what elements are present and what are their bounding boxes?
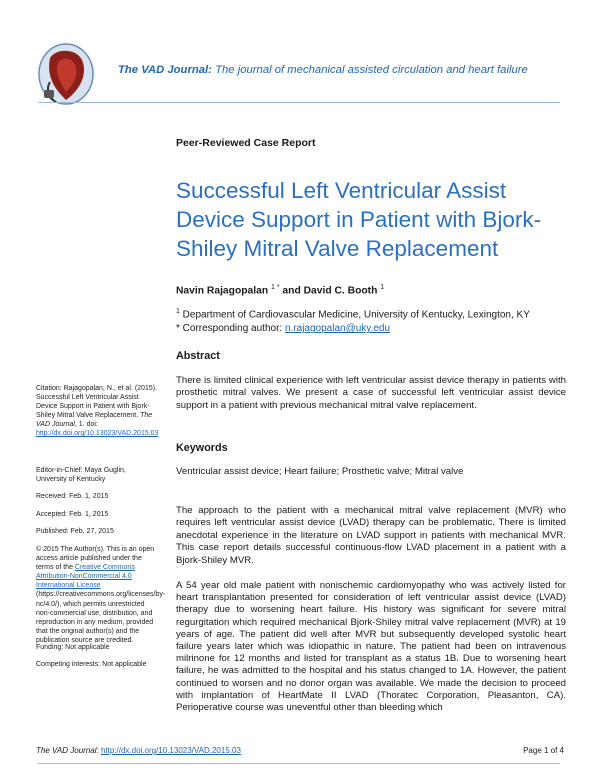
corresponding-label: * Corresponding author: bbox=[176, 323, 285, 335]
accepted-date: Accepted: Feb. 1, 2015 bbox=[36, 511, 109, 518]
license-url: (https://creativecommons.org/licenses/by-nc/4.0/) bbox=[36, 591, 166, 608]
license-prefix: © 2015 The Author(s). This is an open access article published under the terms of the bbox=[36, 546, 155, 572]
author-1: Navin Rajagopalan bbox=[176, 285, 269, 297]
citation-text: Citation: Rajagopalan, N., et al. (2015). Successful Left Ventricular Assist Device Support in Patient with Bjork-Shiley Mitral Valve Replacement. bbox=[36, 385, 158, 420]
competing-interests: Competing interests: Not applicable bbox=[36, 661, 147, 668]
license-block bbox=[36, 545, 166, 645]
abstract-heading: Abstract bbox=[176, 350, 220, 362]
journal-name: The VAD Journal: bbox=[118, 64, 212, 76]
affiliation-sup: 1 bbox=[176, 308, 180, 315]
corresponding-email-link[interactable]: n.rajagopalan@uky.edu bbox=[284, 323, 391, 335]
article-category: Peer-Reviewed Case Report bbox=[176, 137, 316, 149]
license-suffix: , which permits unrestricted non-commercial use, distribution, and reproduction in any medium, provided that the original author(s) and the publication source are credited. bbox=[36, 600, 154, 644]
page-number: Page 1 of 4 bbox=[523, 746, 564, 755]
editor-info: Editor-in-Chief: Maya Guglin, University of Kentucky bbox=[36, 467, 126, 484]
affiliation-block bbox=[176, 305, 530, 336]
journal-header bbox=[118, 64, 528, 76]
author-1-sup: 1 * bbox=[271, 284, 280, 291]
keywords-heading: Keywords bbox=[176, 442, 228, 454]
keywords-text: Ventricular assist device; Heart failure; Prosthetic valve; Mitral valve bbox=[176, 466, 464, 477]
footer-doi-link[interactable]: http://dx.doi.org/10.13023/VAD.2015.03 bbox=[100, 746, 241, 755]
journal-logo bbox=[36, 38, 98, 108]
author-2-sup: 1 bbox=[380, 284, 385, 291]
author-line bbox=[176, 284, 384, 296]
received-date: Received: Feb. 1, 2015 bbox=[36, 493, 109, 500]
body-paragraph-1: The approach to the patient with a mechanical mitral valve replacement (MVR) who requires left ventricular assist device (LVAD) therapy can be problematic. There is limited anecdotal experience in the literature on LVAD support in patients with mechanical MVR. This case report details successful continuous-flow LVAD placement in a patient with a Bjork-Shiley MVR. bbox=[176, 505, 566, 566]
header-rule bbox=[38, 102, 560, 103]
footer-citation bbox=[36, 746, 241, 755]
license-link[interactable]: Creative Commons Attribution-NonCommercial 4.0 International License bbox=[36, 564, 135, 590]
journal-tagline: The journal of mechanical assisted circulation and heart failure bbox=[211, 64, 528, 76]
author-2: and David C. Booth bbox=[279, 285, 378, 297]
published-date: Published: Feb. 27, 2015 bbox=[36, 528, 114, 535]
footer-journal: The VAD Journal: bbox=[36, 746, 99, 755]
citation-block bbox=[36, 384, 158, 439]
body-paragraph-2: A 54 year old male patient with nonischemic cardiomyopathy who was actively listed for heart transplantation presented for consideration of left ventricular assist device (LVAD) therapy due to worsening heart failure. His history was significant for severe mitral regurgitation which required mechanical Bjork-Shiley mitral valve replacement (MVR) at 19 years of age. The patient did well after MVR but subsequently developed systolic heart failure years later which was idiopathic in nature. The patient had been on intravenous milrinone for 12 months and listed for transplant as a status 1B. Due to worsening heart failure, he was admitted to the hospital and his status changed to 1A. However, the patient continued to worsen and no donor organ was available. We made the decision to proceed with implantation of HeartMate II LVAD (Thoratec Corporation, Pleasanton, CA). Perioperative course was uneventful other than bleeding which bbox=[176, 580, 566, 714]
article-title: Successful Left Ventricular Assist Device Support in Patient with Bjork-Shiley Mitral Valve Replacement bbox=[176, 178, 542, 261]
citation-mid: , 1. doi: bbox=[74, 421, 98, 429]
citation-journal: The VAD Journal bbox=[36, 412, 153, 429]
footer-rule bbox=[38, 763, 560, 764]
affiliation-text: Department of Cardiovascular Medicine, University of Kentucky, Lexington, KY bbox=[179, 309, 530, 321]
citation-doi-link[interactable]: http://dx.doi.org/10.13023/VAD.2015.03 bbox=[36, 430, 159, 438]
abstract-text: There is limited clinical experience with left ventricular assist device therapy in patients with prosthetic mitral valves. We present a case of successful left ventricular assist device support in a patient with previous mechanical mitral valve replacement. bbox=[176, 375, 566, 411]
funding-statement: Funding: Not applicable bbox=[36, 644, 110, 651]
